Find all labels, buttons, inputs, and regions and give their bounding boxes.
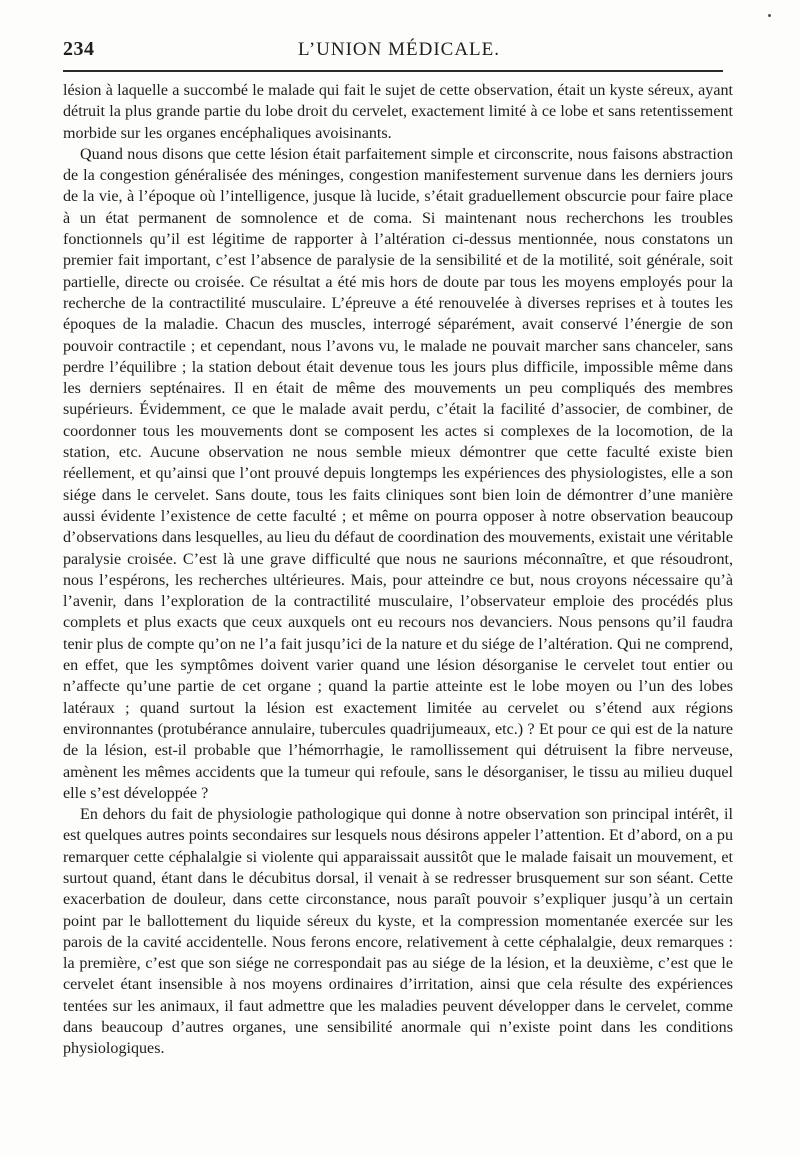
header-rule [63, 70, 723, 72]
paragraph: Quand nous disons que cette lésion était parfaitement simple et circonscrite, nous faisons abstraction de la congestion généralisée des méninges, congestion manifestement survenue dans les derniers jours de la vie, à l’époque où l’intelligence, jusque là lucide, s’était graduellement obscurcie pour faire place à un état permanent de somnolence et de coma. Si maintenant nous recherchons les troubles fonctionnels qu’il est légitime de rapporter à l’altération ci-dessus mentionnée, nous constatons un premier fait important, c’est l’absence de paralysie de la sensibilité et de la motilité, soit générale, soit partielle, directe ou croisée. Ce résultat a été mis hors de doute par tous les moyens employés pour la recherche de la contractilité musculaire. L’épreuve a été renouvelée à diverses reprises et à toutes les époques de la maladie. Chacun des muscles, interrogé séparément, avait conservé l’énergie de son pouvoir contractile ; et cependant, nous l’avons vu, le malade ne pouvait marcher sans chanceler, sans perdre l’équilibre ; la station debout était devenue tous les jours plus difficile, impossible même dans les derniers septénaires. Il en était de même des mouvements un peu compliqués des membres supérieurs. Évidemment, ce que le malade avait perdu, c’était la facilité d’associer, de combiner, de coordonner tous les mouvements dont se composent les actes si complexes de la locomotion, de la station, etc. Aucune observation ne nous semble mieux démontrer que cette faculté existe bien réellement, et qu’ainsi que l’ont prouvé depuis longtemps les expériences des physiologistes, elle a son siége dans le cervelet. Sans doute, tous les faits cliniques sont bien loin de démontrer d’une manière aussi évidente l’existence de cette faculté ; et même on pourra opposer à notre observation beaucoup d’observations dans lesquelles, au lieu du défaut de coordination des mouvements, existait une véritable paralysie croisée. C’est là une grave difficulté que nous ne saurions méconnaître, et que résoudront, nous l’espérons, les recherches ultérieures. Mais, pour atteindre ce but, nous croyons nécessaire qu’à l’avenir, dans l’exploration de la contractilité musculaire, l’observateur emploie des procédés plus complets et plus exacts que ceux auxquels ont eu recours nos devanciers. Nous pensons qu’il faudra tenir plus de compte qu’on ne l’a fait jusqu’ici de la nature et du siége de l’altération. Qui ne comprend, en effet, que les symptômes doivent varier quand une lésion désorganise le cervelet tout entier ou n’affecte qu’une partie de cet organe ; quand la partie atteinte est le lobe moyen ou l’un des lobes latéraux ; quand surtout la lésion est exactement limitée au cervelet ou s’étend aux régions environnantes (protubérance annulaire, tubercules quadrijumeaux, etc.) ? Et pour ce qui est de la nature de la lésion, est-il probable que l’hémorrhagie, le ramollissement qui détruisent la fibre nerveuse, amènent les mêmes accidents que la tumeur qui refoule, sans le désorganiser, le tissu au milieu duquel elle s’est développée ? [63, 145, 733, 802]
paragraph: En dehors du fait de physiologie pathologique qui donne à notre observation son principal intérêt, il est quelques autres points secondaires sur lesquels nous désirons appeler l’attention. Et d’abord, on a pu remarquer cette céphalalgie si violente qui apparaissait aussitôt que le malade faisait un mouvement, et surtout quand, étant dans le décubitus dorsal, il venait à se redresser brusquement sur son séant. Cette exacerbation de douleur, dans cette circonstance, nous paraît pouvoir s’expliquer jusqu’à un certain point par le ballottement du liquide séreux du kyste, et la compression momentanée exercée sur les parois de la cavité accidentelle. Nous ferons encore, relativement à cette céphalalgie, deux remarques : la première, c’est que son siége ne correspondait pas au siége de la lésion, et la deuxième, c’est que le cervelet étant insensible à nos moyens ordinaires d’irritation, ainsi que cela résulte des expériences tentées sur les animaux, il faut admettre que les maladies peuvent développer dans le cervelet, comme dans beaucoup d’autres organes, une sensibilité anormale qui n’existe point dans les conditions physiologiques. [63, 806, 733, 1058]
journal-title: L’UNION MÉDICALE. [297, 39, 501, 60]
running-head [63, 38, 735, 64]
scan-speck [768, 14, 771, 17]
page-number: 234 [63, 38, 95, 60]
paragraph-continued: lésion à laquelle a succombé le malade qui fait le sujet de cette observation, était un kyste séreux, ayant détruit la plus grande partie du lobe droit du cervelet, exactement limité à ce lobe et sans retentissement morbide sur les organes encéphaliques avoisinants. [63, 82, 733, 142]
article-body [63, 80, 733, 1060]
